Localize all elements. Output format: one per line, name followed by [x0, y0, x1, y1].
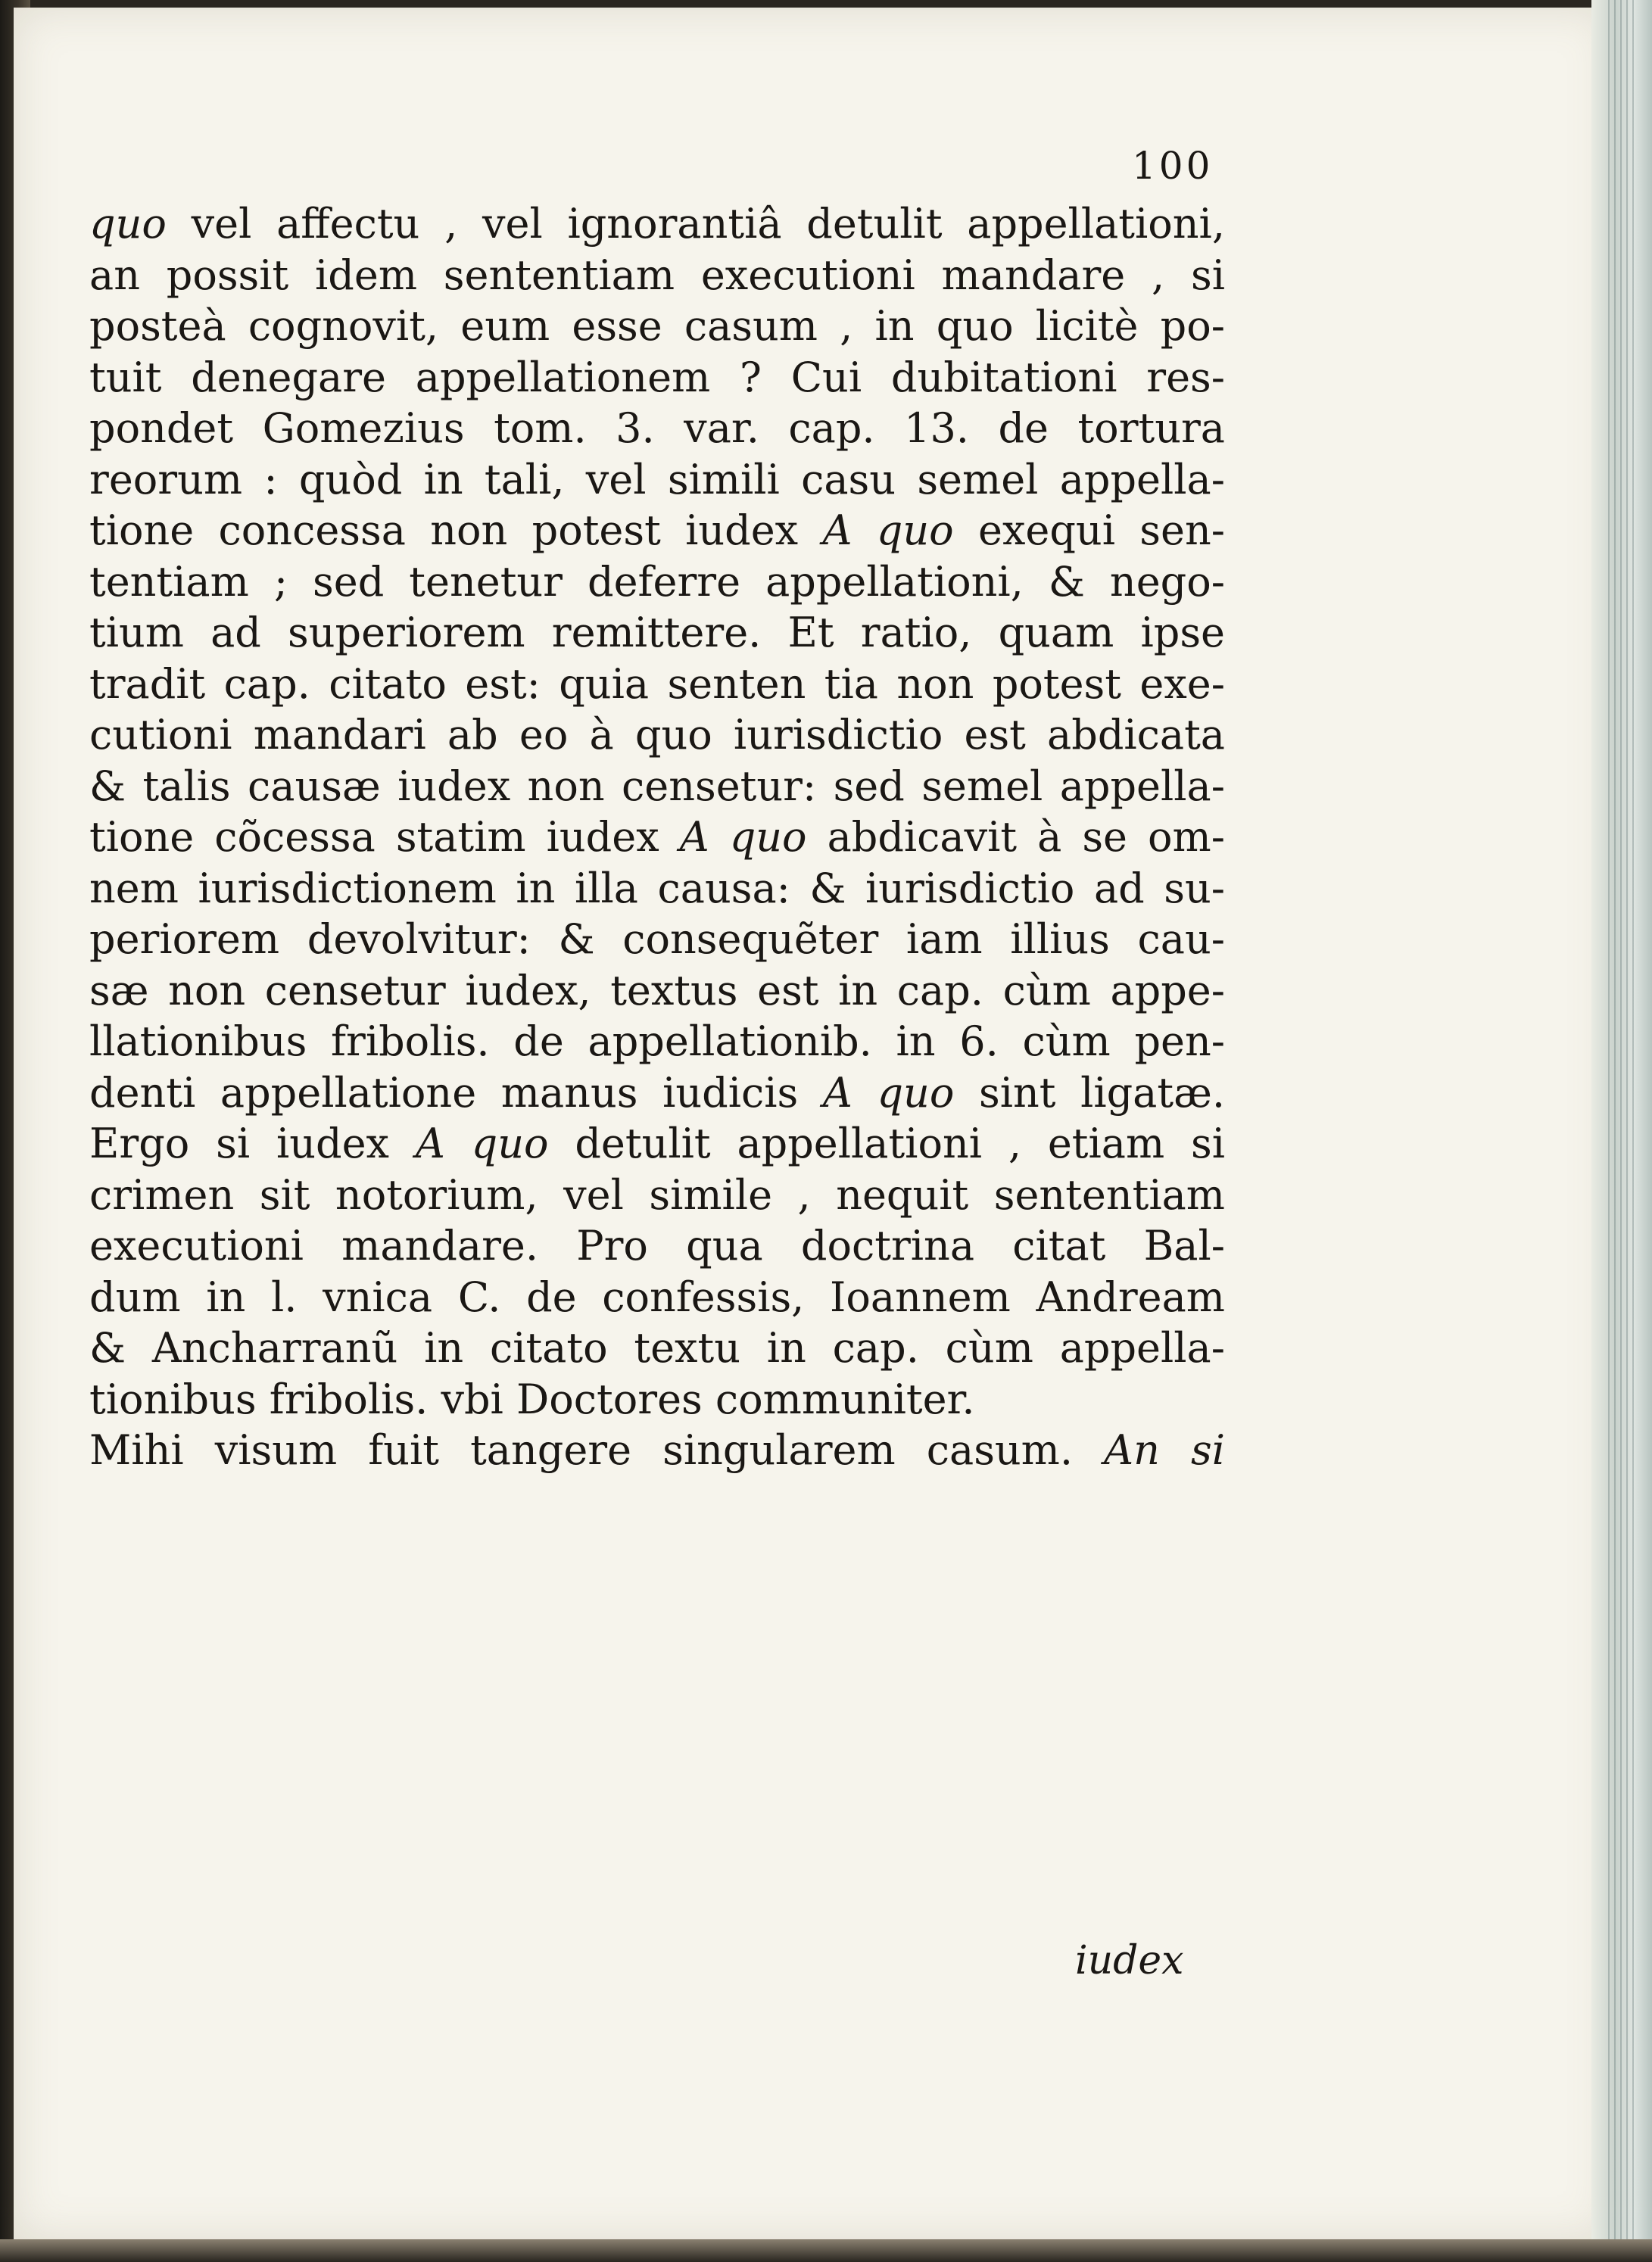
text-line [89, 556, 1225, 608]
text-segment: denti appellatione manus iudicis [89, 1068, 823, 1117]
italic-text: A quo [679, 813, 807, 861]
text-line [89, 505, 1225, 556]
catchword: iudex [1075, 1938, 1184, 1983]
text-segment: vel affectu , vel ignorantiâ detulit appellationi, [166, 200, 1225, 248]
text-segment: tione concessa non potest iudex [89, 506, 823, 554]
text-line [89, 709, 1225, 761]
text-line [89, 1272, 1225, 1323]
italic-text: An si [1104, 1426, 1225, 1474]
text-segment: an possit idem sententiam executioni mandare , si [89, 251, 1225, 299]
text-line [89, 1016, 1225, 1067]
text-line [89, 403, 1225, 454]
italic-text: A quo [822, 1068, 955, 1117]
text-line [89, 250, 1225, 301]
text-line [89, 1118, 1225, 1170]
page-edge-lines [1608, 0, 1638, 2262]
text-segment: reorum : quòd in tali, vel simili casu semel appella- [89, 455, 1225, 503]
text-segment: sint ligatæ. [954, 1068, 1226, 1117]
body-text [89, 198, 1225, 1476]
text-segment: nem iurisdictionem in illa causa: & iurisdictio ad su- [89, 864, 1225, 912]
bottom-edge [0, 2239, 1652, 2262]
italic-text: quo [89, 200, 167, 248]
italic-text: A quo [415, 1120, 549, 1167]
text-line [89, 863, 1225, 914]
text-segment: tione cõcessa statim iudex [89, 813, 680, 861]
text-segment: detulit appellationi , etiam si [548, 1120, 1225, 1167]
text-segment: dum in l. vnica C. de confessis, Ioannem Andream [89, 1273, 1225, 1321]
text-line [89, 607, 1225, 659]
text-segment: sæ non censetur iudex, textus est in cap. cùm appe- [89, 966, 1225, 1014]
text-segment: abdicavit à se om- [806, 813, 1225, 861]
text-line [89, 352, 1225, 403]
text-line [89, 761, 1225, 812]
text-line [89, 301, 1225, 352]
text-segment: Mihi visum fuit tangere singularem casum. [89, 1426, 1105, 1474]
text-line [89, 454, 1225, 506]
text-segment: periorem devolvitur: & consequẽter iam illius cau- [89, 915, 1225, 963]
text-line [89, 659, 1225, 710]
text-segment: posteà cognovit, eum esse casum , in quo licitè po- [89, 302, 1225, 350]
text-segment: & talis causæ iudex non censetur: sed semel appella- [89, 762, 1225, 810]
text-line [89, 1323, 1225, 1374]
text-segment: executioni mandare. Pro qua doctrina citat Bal- [89, 1222, 1225, 1270]
text-line [89, 1425, 1225, 1476]
text-segment: crimen sit notorium, vel simile , nequit sententiam [89, 1170, 1225, 1219]
text-line [89, 914, 1225, 965]
text-segment: tentiam ; sed tenetur deferre appellationi, & nego- [89, 557, 1225, 606]
text-segment: Ergo si iudex [89, 1120, 416, 1167]
text-segment: pondet Gomezius tom. 3. var. cap. 13. de tortura [89, 404, 1225, 452]
text-segment: cutioni mandari ab eo à quo iurisdictio est abdicata [89, 711, 1225, 759]
text-line [89, 1170, 1225, 1221]
text-segment: llationibus fribolis. de appellationib. in 6. cùm pen- [89, 1017, 1225, 1065]
italic-text: A quo [822, 506, 954, 554]
text-segment: tionibus fribolis. vbi Doctores communiter. [89, 1375, 975, 1423]
text-segment: tuit denegare appellationem ? Cui dubitationi res- [89, 353, 1225, 401]
text-segment: tium ad superiorem remittere. Et ratio, quam ipse [89, 609, 1225, 656]
text-line [89, 812, 1225, 863]
text-line [89, 1374, 1225, 1425]
text-segment: exequi sen- [953, 506, 1225, 554]
text-segment: tradit cap. citato est: quia senten tia non potest exe- [89, 659, 1225, 708]
page-number: 100 [1132, 144, 1214, 188]
text-line [89, 965, 1225, 1017]
text-line [89, 198, 1225, 250]
text-line [89, 1067, 1225, 1119]
text-segment: & Ancharranũ in citato textu in cap. cùm appella- [89, 1324, 1225, 1372]
text-line [89, 1220, 1225, 1272]
